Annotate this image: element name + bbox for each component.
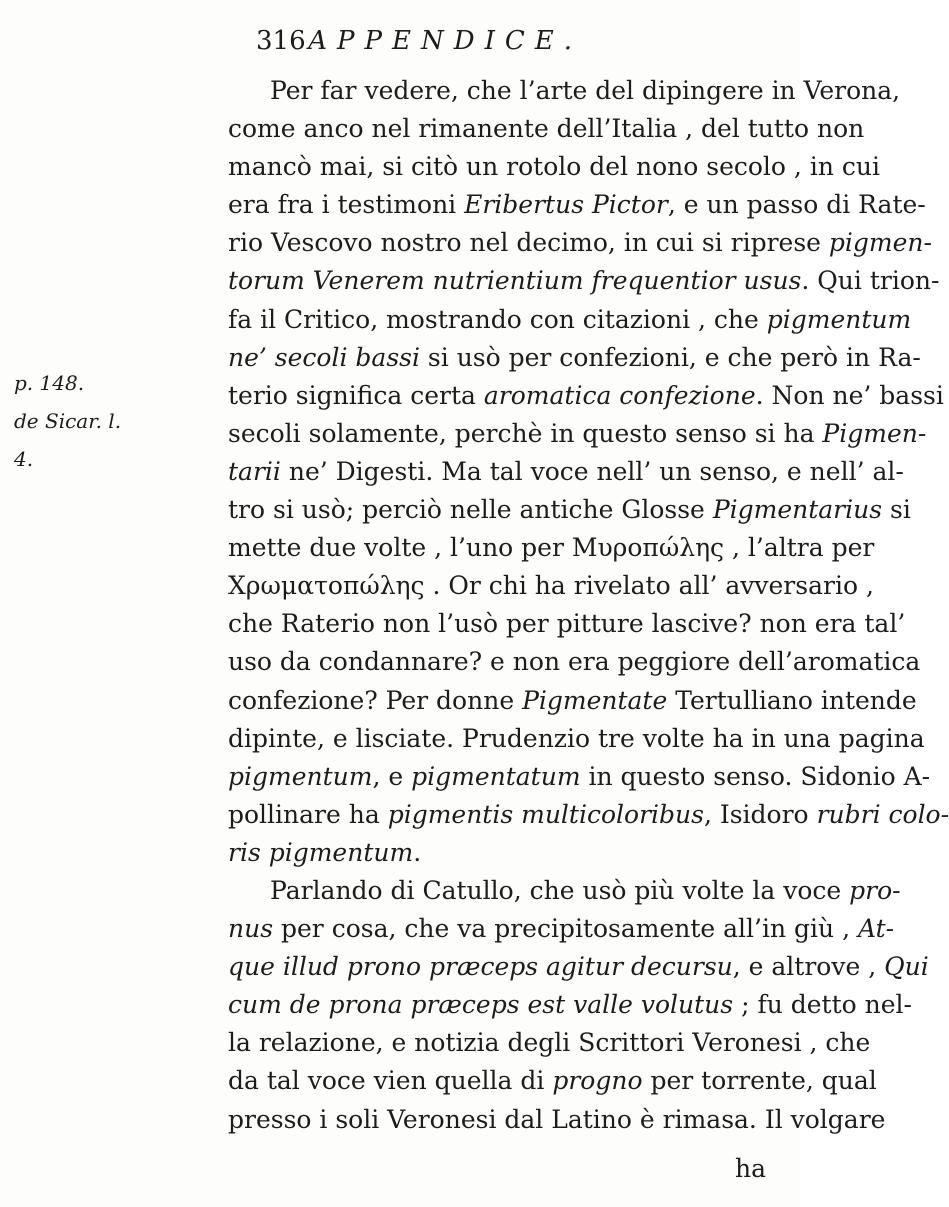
page-header [256, 20, 686, 62]
text-segment: . [413, 837, 422, 867]
italic-segment: Eribertus Pictor [464, 190, 668, 220]
text-segment: era fra i testimoni [228, 190, 465, 220]
italic-segment: Pigmentate [522, 685, 668, 715]
text-segment: , e un passo di Rate- [667, 190, 926, 220]
italic-segment: nus [228, 914, 274, 944]
text-line [228, 453, 904, 491]
text-segment: terio significa certa [228, 380, 484, 410]
italic-segment: Pigmentarius [712, 495, 883, 525]
text-segment: in questo senso. Sidonio A- [580, 761, 931, 791]
italic-segment: Pigmen- [822, 418, 927, 448]
italic-segment: pigmentum [766, 304, 912, 334]
text-line [228, 986, 912, 1024]
text-segment: Per far vedere, che l’arte del dipingere in Verona, [270, 76, 901, 105]
text-segment: presso i soli Veronesi dal Latino è rimasa. Il volgare [228, 1104, 886, 1134]
italic-segment: pigmen- [828, 228, 932, 258]
italic-segment: ris pigmentum [228, 837, 414, 867]
text-segment: , e [372, 761, 412, 791]
text-segment: Parlando di Catullo, che usò più volte la voce [270, 875, 850, 905]
italic-segment: rubri colo- [816, 799, 949, 829]
text-line [228, 1101, 886, 1139]
text-line [228, 301, 912, 339]
text-line [228, 262, 940, 300]
text-line [228, 682, 917, 720]
italic-segment: torum Venerem nutrientium frequentior usus [228, 266, 802, 296]
italic-segment: que illud prono præceps agitur decursu [228, 952, 733, 982]
text-line [228, 529, 875, 567]
text-line [228, 758, 931, 796]
margin-note-book: 4. [14, 447, 34, 471]
text-segment: mancò mai, si citò un rotolo del nono secolo , in cui [228, 152, 880, 182]
italic-segment: pigmentum [228, 761, 373, 791]
text-segment: ; fu detto nel- [733, 990, 912, 1020]
text-line [228, 605, 906, 643]
italic-segment: Qui [884, 952, 929, 982]
text-segment: la relazione, e notizia degli Scrittori Veronesi , che [228, 1028, 871, 1058]
text-line [228, 872, 901, 910]
text-line [228, 1062, 877, 1100]
italic-segment: aromatica confezione [483, 380, 756, 410]
text-segment: rio Vescovo nostro nel decimo, in cui si riprese [228, 228, 829, 258]
italic-segment: pro- [849, 875, 901, 905]
text-line [228, 186, 926, 224]
margin-note-source: de Sicar. l. [14, 409, 122, 433]
text-segment: , Isidoro [703, 799, 817, 829]
catchword: ha [735, 1154, 767, 1183]
body-text [228, 72, 949, 1139]
text-segment: pollinare ha [228, 799, 388, 829]
text-segment: come anco nel rimanente dell’Italia , del tutto non [228, 114, 865, 144]
italic-segment: ne’ secoli bassi [228, 342, 420, 372]
text-line [228, 834, 768, 872]
text-line [228, 720, 925, 758]
text-segment: tro si usò; perciò nelle antiche Glosse [228, 495, 713, 525]
text-line [228, 567, 874, 605]
text-line [228, 643, 921, 681]
italic-segment: pigmentis multicoloribus [387, 799, 704, 829]
text-segment: dipinte, e lisciate. Prudenzio tre volte ha in una pagina [228, 723, 925, 753]
running-title: APPENDICE. [308, 26, 583, 56]
text-segment: . Non ne’ bassi [755, 380, 944, 410]
text-segment: per cosa, che va precipitosamente all’in giù , [273, 914, 858, 944]
text-segment: fa il Critico, mostrando con citazioni , che [228, 304, 767, 334]
text-segment: , e altrove , [732, 952, 885, 982]
text-segment: mette due volte , l’uno per Μυροπώλης , l’altra per [228, 533, 875, 563]
text-segment: . Qui trion- [801, 266, 940, 296]
text-segment: da tal voce vien quella di [228, 1066, 553, 1096]
text-segment: si [882, 495, 911, 525]
italic-segment: tarii [228, 456, 281, 486]
text-segment: uso da condannare? e non era peggiore dell’aromatica [228, 647, 921, 677]
page-number: 316 [256, 26, 306, 56]
text-segment: Tertulliano intende [667, 685, 917, 715]
text-segment: confezione? Per donne [228, 685, 523, 715]
text-line [228, 148, 880, 186]
italic-segment: cum de prona præceps est valle volutus [228, 990, 734, 1020]
text-line [228, 377, 944, 415]
text-line [228, 224, 932, 262]
text-segment: ne’ Digesti. Ma tal voce nell’ un senso, e nell’ al- [280, 456, 904, 486]
text-line [228, 1024, 871, 1062]
text-line [228, 796, 949, 834]
text-line [228, 491, 911, 529]
text-line [228, 415, 927, 453]
text-segment: Χρωματοπώλης . Or chi ha rivelato all’ avversario , [228, 571, 874, 601]
text-segment: si usò per confezioni, e che però in Ra- [419, 342, 921, 372]
italic-segment: pigmentatum [411, 761, 581, 791]
margin-note-page-ref: p. 148. [14, 371, 85, 395]
italic-segment: At- [857, 914, 895, 944]
italic-segment: progno [552, 1066, 643, 1096]
text-line [228, 72, 901, 110]
text-segment: che Raterio non l’usò per pitture lascive? non era tal’ [228, 609, 906, 639]
text-line [228, 339, 921, 377]
text-line [228, 910, 895, 948]
text-segment: secoli solamente, perchè in questo senso si ha [228, 418, 823, 448]
text-segment: per torrente, qual [642, 1066, 877, 1096]
text-line [228, 110, 865, 148]
text-line [228, 948, 929, 986]
